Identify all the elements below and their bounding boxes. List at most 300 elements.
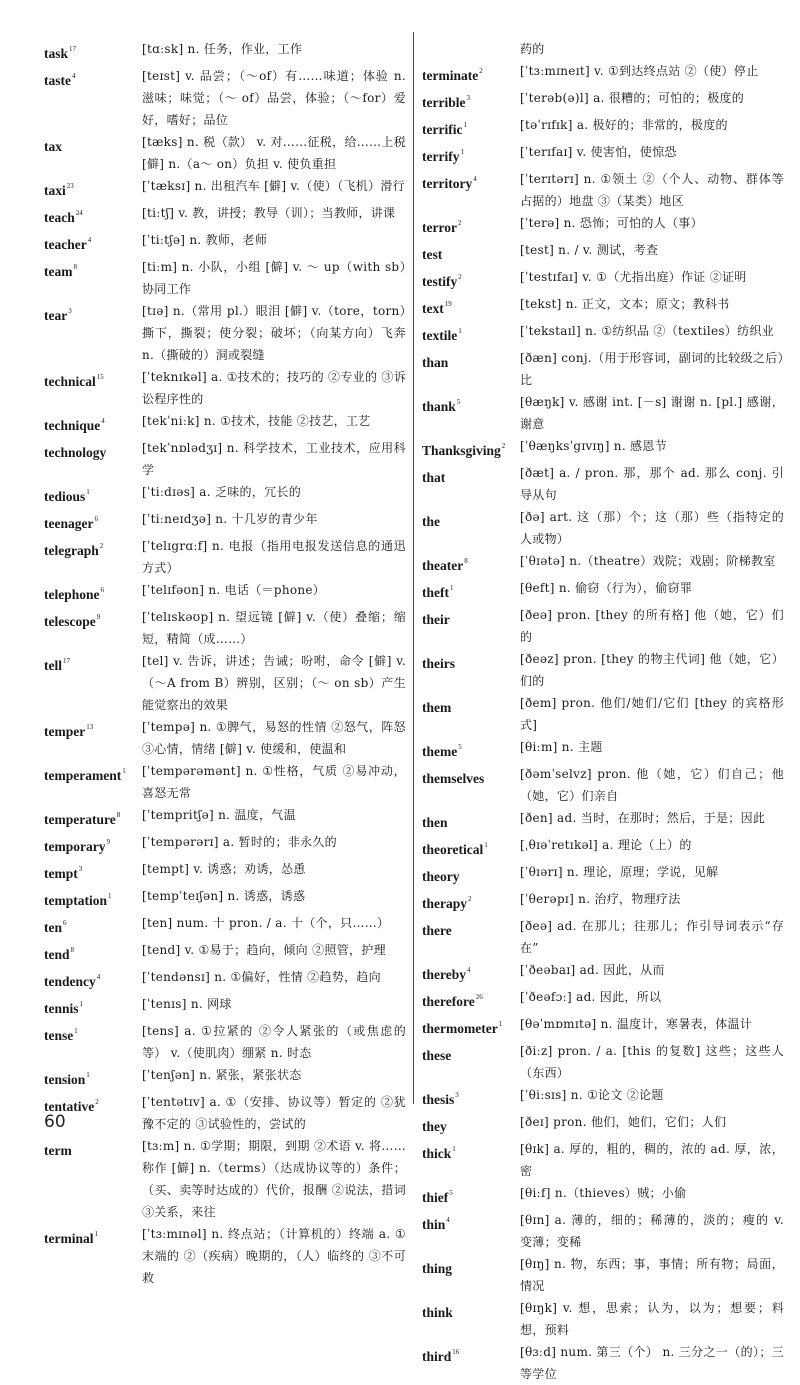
definition: [tekˈnɒlədʒɪ] n. 科学技术，工业技术，应用科学: [142, 441, 406, 477]
definition: [ðem] pron. 他们/她们/它们 [they 的宾格形式]: [520, 696, 784, 732]
headword-text: tendency: [44, 974, 96, 989]
headword-text: test: [422, 247, 443, 262]
headword-text: thing: [422, 1261, 453, 1276]
definition: [θəˈmɒmɪtə] n. 温度计，寒暑表，体温计: [520, 1017, 753, 1031]
headword: [422, 692, 520, 719]
frequency-count: 16: [452, 1348, 460, 1356]
dictionary-entry: [44, 760, 406, 804]
definition: [ðeə] ad. 在那儿；往那儿；作引导词表示“存在”: [520, 919, 784, 955]
frequency-count: 1: [460, 148, 464, 156]
frequency-count: 1: [94, 1230, 98, 1238]
dictionary-entry: [422, 212, 784, 239]
frequency-count: 3: [455, 1091, 459, 1099]
headword: [422, 168, 520, 195]
headword: [422, 320, 520, 347]
headword-text: theft: [422, 585, 449, 600]
headword: [422, 763, 520, 790]
headword: [422, 1297, 520, 1324]
headword-text: then: [422, 815, 448, 830]
definition: [ˈtekstaɪl] n. ①纺织品 ②（textiles）纺织业: [520, 324, 775, 338]
frequency-count: 1: [498, 1020, 503, 1028]
headword-text: technical: [44, 374, 96, 389]
frequency-count: 6: [100, 586, 104, 594]
frequency-count: 1: [108, 892, 112, 900]
definition: [θɪŋ] n. 物，东西；事，事情；所有物；局面，情况: [520, 1257, 784, 1293]
definition: [ˈtendənsɪ] n. ①偏好，性情 ②趋势，趋向: [142, 970, 381, 984]
dictionary-entry: [44, 131, 406, 175]
dictionary-entry: [44, 831, 406, 858]
definition: [ðeə] pron. [they 的所有格] 他（她，它）们的: [520, 608, 784, 644]
dictionary-entry: [422, 577, 784, 604]
dictionary-entry: [422, 834, 784, 861]
frequency-count: 23: [66, 182, 74, 190]
headword-text: tend: [44, 947, 70, 962]
definition: [tæks] n. 税（款） v. 对……征税，给……上税 [僻] n.（a～ on）负担 v. 使负重担: [142, 135, 406, 171]
headword: [44, 606, 142, 633]
definition: [tempt] v. 诱惑；劝诱，怂恿: [142, 862, 306, 876]
headword-text: ten: [44, 920, 62, 935]
headword-text: telephone: [44, 587, 100, 602]
frequency-count: 15: [96, 373, 104, 381]
headword: [422, 391, 520, 418]
frequency-count: 17: [63, 657, 70, 665]
headword-text: terrific: [422, 122, 463, 137]
frequency-count: 9: [106, 838, 110, 846]
dictionary-entry: [44, 366, 406, 410]
headword: [422, 959, 520, 986]
headword: [44, 760, 142, 787]
dictionary-entry: [44, 256, 406, 300]
headword: [44, 366, 142, 393]
dictionary-entry: [44, 858, 406, 885]
headword: [422, 834, 520, 861]
definition: [ˈtɜːmɪnəl] n. 终点站；（计算机的）终端 a. ①末端的 ②（疾病）晚期的，（人）临终的 ③不可救: [142, 1227, 406, 1285]
dictionary-entry: [44, 481, 406, 508]
page-number: 60: [44, 1112, 66, 1132]
column-divider: [413, 32, 414, 1104]
definition: [ˌθɪəˈretɪkəl] a. 理论（上）的: [520, 838, 692, 852]
dictionary-entry: [422, 506, 784, 550]
headword: [422, 915, 520, 942]
frequency-count: 4: [72, 72, 76, 80]
headword: [422, 435, 520, 462]
headword-text: terrible: [422, 95, 466, 110]
dictionary-entry: [422, 959, 784, 986]
headword-text: than: [422, 355, 449, 370]
headword-text: territory: [422, 176, 473, 191]
definition: [θɪn] a. 薄的，细的；稀薄的，淡的；瘦的 v. 变薄；变稀: [520, 1213, 784, 1249]
dictionary-entry: [44, 993, 406, 1020]
dictionary-entry: [422, 320, 784, 347]
definition: [ˈterɪfaɪ] v. 使害怕，使惊恐: [520, 145, 677, 159]
frequency-count: 1: [458, 327, 462, 335]
frequency-count: 1: [463, 121, 467, 129]
definition: [tiːtʃ] v. 教，讲授；教导（训）；当教师，讲课: [142, 206, 396, 220]
headword-text: thief: [422, 1190, 449, 1205]
frequency-count: 19: [444, 300, 452, 308]
dictionary-entry: [422, 391, 784, 435]
dictionary-entry: [44, 912, 406, 939]
dictionary-entry: [422, 648, 784, 692]
definition: [ˈtempərərɪ] a. 暂时的；非永久的: [142, 835, 337, 849]
headword-text: theater: [422, 558, 464, 573]
definition: [θɪk] a. 厚的，粗的，稠的，浓的 ad. 厚，浓，密: [520, 1142, 784, 1178]
headword-text: textile: [422, 328, 458, 343]
dictionary-entry: [422, 736, 784, 763]
frequency-count: 9: [96, 613, 101, 621]
frequency-count: 17: [69, 45, 77, 53]
headword: [422, 648, 520, 675]
headword: [44, 966, 142, 993]
headword: [44, 300, 142, 327]
frequency-count: 1: [122, 767, 126, 775]
headword-text: theory: [422, 869, 460, 884]
definition: [ðiːz] pron. / a. [this 的复数] 这些；这些人（东西）: [520, 1044, 784, 1080]
headword: [44, 410, 142, 437]
headword: [422, 266, 520, 293]
headword: [44, 912, 142, 939]
dictionary-entry: [422, 1182, 784, 1209]
definition: [ðæt] a. / pron. 那，那个 ad. 那么 conj. 引导从句: [520, 466, 784, 502]
frequency-count: 1: [452, 1145, 456, 1153]
headword: [422, 577, 520, 604]
headword-text: temptation: [44, 893, 107, 908]
frequency-count: 5: [449, 1189, 453, 1197]
definition: [ˈteknɪkəl] a. ①技术的；技巧的 ②专业的 ③诉讼程序性的: [142, 370, 406, 406]
dictionary-entry: [422, 1297, 784, 1341]
headword-text: these: [422, 1048, 452, 1063]
headword-text: tense: [44, 1028, 74, 1043]
definition: [ðeəz] pron. [they 的物主代词] 他（她，它）们的: [520, 652, 784, 688]
definition: [ˈtiːtʃə] n. 教师，老师: [142, 233, 268, 247]
headword: [44, 650, 142, 677]
dictionary-entry: [44, 1064, 406, 1091]
headword-text: text: [422, 301, 444, 316]
definition: [θɪŋk] v. 想，思索；认为，以为；想要；料想，预料: [520, 1301, 784, 1337]
frequency-count: 3: [466, 94, 470, 102]
headword-text: teenager: [44, 516, 94, 531]
frequency-count: 26: [475, 993, 483, 1001]
frequency-count: 2: [468, 895, 472, 903]
headword-text: testify: [422, 274, 458, 289]
headword: [422, 736, 520, 763]
headword-text: thereby: [422, 967, 466, 982]
headword-text: tempt: [44, 866, 78, 881]
frequency-count: 5: [456, 398, 461, 406]
dictionary-entry: [422, 550, 784, 577]
headword: [44, 38, 142, 65]
definition: [tekˈniːk] n. ①技术，技能 ②技艺，工艺: [142, 414, 371, 428]
definition: [θæŋk] v. 感谢 int. [－s] 谢谢 n. [pl.] 感谢，谢意: [520, 395, 784, 431]
headword-text: thin: [422, 1217, 446, 1232]
headword-text: their: [422, 612, 450, 627]
headword: [44, 1223, 142, 1250]
headword-text: terminal: [44, 1231, 94, 1246]
frequency-count: 8: [70, 946, 75, 954]
definition: [θeft] n. 偷窃（行为），偷窃罪: [520, 581, 693, 595]
definition: [tempˈteɪʃən] n. 诱惑，诱惑: [142, 889, 306, 903]
dictionary-entry: [422, 888, 784, 915]
definition: [ˈtenʃən] n. 紧张，紧张状态: [142, 1068, 302, 1082]
headword: [422, 550, 520, 577]
definition: [tekst] n. 正文，文本；原文；教科书: [520, 297, 730, 311]
dictionary-entry: [44, 65, 406, 131]
headword-text: third: [422, 1349, 452, 1364]
headword-text: Thanksgiving: [422, 443, 501, 458]
headword-text: temperature: [44, 812, 116, 827]
dictionary-entry: [422, 763, 784, 807]
dictionary-entry: [422, 1040, 784, 1084]
frequency-count: 4: [473, 175, 477, 183]
continuation-text: 药的: [520, 42, 545, 56]
headword-text: that: [422, 470, 446, 485]
dictionary-entry: [422, 915, 784, 959]
dictionary-entry: [422, 462, 784, 506]
dictionary-entry: [422, 1138, 784, 1182]
headword: [44, 993, 142, 1020]
headword-text: theirs: [422, 656, 455, 671]
headword: [44, 535, 142, 562]
dictionary-entry: [422, 861, 784, 888]
dictionary-entry: [422, 141, 784, 168]
definition: [ˈtempə] n. ①脾气，易怒的性情 ②怒气，阵怒 ③心情，情绪 [僻] v. 使缓和，使温和: [142, 720, 406, 756]
headword-text: therapy: [422, 896, 467, 911]
headword-text: temperament: [44, 768, 122, 783]
headword-text: think: [422, 1305, 453, 1320]
frequency-count: 4: [467, 966, 471, 974]
definition: [ˈtentətɪv] a. ①（安排、协议等）暂定的 ②犹豫不定的 ③试验性的，尝试的: [142, 1095, 406, 1131]
headword-text: therefore: [422, 994, 475, 1009]
dictionary-entry: [422, 1209, 784, 1253]
headword: [44, 579, 142, 606]
dictionary-entry: [422, 986, 784, 1013]
definition: [ðə] art. 这（那）个；这（那）些（指特定的人或物）: [520, 510, 784, 546]
frequency-count: 2: [457, 219, 462, 227]
dictionary-entry: [422, 114, 784, 141]
headword-text: tension: [44, 1072, 86, 1087]
definition: [ˈtempərəmənt] n. ①性格，气质 ②易冲动，喜怒无常: [142, 764, 406, 800]
definition: [tɜːm] n. ①学期；期限，到期 ②术语 v. 将……称作 [僻] n.（terms）（达成协议等的）条件；（买、卖等时达成的）代价，报酬 ②说法，措词 ③关系，来往: [142, 1139, 406, 1219]
frequency-count: 1: [86, 1071, 90, 1079]
headword: [44, 131, 142, 158]
frequency-count: 3: [68, 307, 72, 315]
dictionary-entry: [422, 1013, 784, 1040]
definition: [ˈtenɪs] n. 网球: [142, 997, 232, 1011]
headword-text: team: [44, 264, 73, 279]
headword: [422, 1209, 520, 1236]
dictionary-entry: [422, 435, 784, 462]
headword-text: themselves: [422, 771, 485, 786]
headword: [44, 716, 142, 743]
headword: [422, 1253, 520, 1280]
headword: [422, 1138, 520, 1165]
definition: [ˈtelɪgrɑːf] n. 电报（指用电报发送信息的通迅方式）: [142, 539, 406, 575]
headword: [422, 506, 520, 533]
definition: [tend] v. ①易于；趋向，倾向 ②照管，护理: [142, 943, 386, 957]
dictionary-entry: [44, 804, 406, 831]
headword: [422, 60, 520, 87]
headword-text: tentative: [44, 1099, 95, 1114]
headword: [422, 293, 520, 320]
headword-text: technique: [44, 418, 101, 433]
dictionary-entry: [44, 650, 406, 716]
frequency-count: 4: [101, 417, 105, 425]
definition: [tens] a. ①拉紧的 ②令人紧张的（或焦虑的等） v.（使肌肉）绷紧 n. 时态: [142, 1024, 406, 1060]
frequency-count: 8: [73, 263, 77, 271]
dictionary-entry: [44, 202, 406, 229]
definition: [ˈtiːdɪəs] a. 乏味的，冗长的: [142, 485, 302, 499]
definition: [θiːf] n.（thieves）贼；小偷: [520, 1186, 687, 1200]
headword-text: tedious: [44, 489, 86, 504]
frequency-count: 5: [458, 743, 462, 751]
headword-text: thesis: [422, 1092, 455, 1107]
frequency-count: 24: [75, 209, 83, 217]
dictionary-entry: [422, 807, 784, 834]
headword: [44, 939, 142, 966]
definition: [ˈθɪərɪ] n. 理论，原理；学说，见解: [520, 865, 719, 879]
headword-text: thermometer: [422, 1021, 498, 1036]
dictionary-entry: [422, 1084, 784, 1111]
frequency-count: 4: [446, 1216, 450, 1224]
left-column: [44, 38, 406, 1289]
definition: [ˈtɜːmɪneɪt] v. ①到达终点站 ②（使）停止: [520, 64, 759, 78]
frequency-count: 1: [79, 1000, 84, 1008]
definition: [ˈtiːneɪdʒə] n. 十几岁的青少年: [142, 512, 318, 526]
headword: [422, 141, 520, 168]
frequency-count: 6: [94, 515, 98, 523]
headword-text: tell: [44, 658, 62, 673]
frequency-count: 1: [450, 584, 454, 592]
dictionary-entry: [44, 1091, 406, 1135]
headword-text: temporary: [44, 839, 106, 854]
frequency-count: 4: [96, 973, 101, 981]
headword: [44, 1020, 142, 1047]
headword: [422, 1111, 520, 1138]
headword-text: terror: [422, 220, 457, 235]
headword: [44, 175, 142, 202]
dictionary-entry: [44, 966, 406, 993]
definition: [ˈθiːsɪs] n. ①论文 ②论题: [520, 1088, 664, 1102]
definition: [ˈterəb(ə)l] a. 很糟的；可怕的；极度的: [520, 91, 745, 105]
frequency-count: 8: [116, 811, 121, 819]
headword: [422, 1084, 520, 1111]
headword-text: thick: [422, 1146, 452, 1161]
dictionary-entry: [422, 87, 784, 114]
frequency-count: 1: [484, 841, 488, 849]
headword: [422, 1341, 520, 1368]
headword-text: taxi: [44, 183, 66, 198]
headword-text: technology: [44, 445, 107, 460]
frequency-count: 8: [464, 557, 468, 565]
dictionary-entry: [44, 38, 406, 65]
frequency-count: 13: [86, 723, 94, 731]
dictionary-entry: [422, 293, 784, 320]
dictionary-entry: [422, 168, 784, 212]
headword-text: telegraph: [44, 543, 99, 558]
dictionary-entry: [44, 410, 406, 437]
definition: [θiːm] n. 主题: [520, 740, 603, 754]
frequency-count: 2: [99, 542, 104, 550]
definition: [ˈtelɪfəʊn] n. 电话（＝phone）: [142, 583, 326, 597]
dictionary-entry: [422, 1111, 784, 1138]
frequency-count: 3: [78, 865, 83, 873]
frequency-count: 2: [458, 273, 462, 281]
headword: [422, 1182, 520, 1209]
definition: [ˈθɪətə] n.（theatre）戏院；戏剧；阶梯教室: [520, 554, 776, 568]
headword: [422, 212, 520, 239]
headword-text: temper: [44, 724, 86, 739]
frequency-count: 2: [501, 442, 506, 450]
headword: [44, 256, 142, 283]
headword-text: terrify: [422, 149, 460, 164]
headword: [422, 1013, 520, 1040]
definition: [ðəmˈselvz] pron. 他（她，它）们自己；他（她，它）们亲自: [520, 767, 784, 803]
dictionary-entry: [44, 885, 406, 912]
headword: [422, 114, 520, 141]
dictionary-entry: [44, 1223, 406, 1289]
definition: [ˈðeəfɔː] ad. 因此，所以: [520, 990, 662, 1004]
dictionary-entry: [422, 60, 784, 87]
definition: [ˈθæŋksˈgɪvɪŋ] n. 感恩节: [520, 439, 667, 453]
headword-text: the: [422, 514, 440, 529]
headword-text: tennis: [44, 1001, 79, 1016]
definition: [ˈterə] n. 恐怖；可怕的人（事）: [520, 216, 703, 230]
definition: [ˈtestɪfaɪ] v. ①（尤指出庭）作证 ②证明: [520, 270, 747, 284]
headword: [422, 888, 520, 915]
dictionary-entry: [44, 175, 406, 202]
dictionary-entry: [422, 239, 784, 266]
definition: [test] n. / v. 测试，考查: [520, 243, 659, 257]
definition: [ˈtæksɪ] n. 出租汽车 [僻] v.（使）（飞机）滑行: [142, 179, 405, 193]
headword: [422, 347, 520, 374]
dictionary-entry: [44, 939, 406, 966]
dictionary-entry: [44, 716, 406, 760]
headword-text: term: [44, 1143, 72, 1158]
definition: [θɜːd] num. 第三（个） n. 三分之一（的）；三等学位: [520, 1345, 784, 1381]
headword: [44, 804, 142, 831]
dictionary-entry: [44, 535, 406, 579]
definition: [ten] num. 十 pron. / a. 十（个，只……）: [142, 916, 390, 930]
right-column: [422, 38, 784, 1385]
headword-text: they: [422, 1119, 447, 1134]
headword: [422, 986, 520, 1013]
headword-text: tax: [44, 139, 62, 154]
headword: [44, 508, 142, 535]
definition: [ðæn] conj.（用于形容词，副词的比较级之后）比: [520, 351, 784, 387]
headword: [422, 604, 520, 631]
headword-text: thank: [422, 399, 456, 414]
frequency-count: 2: [95, 1098, 99, 1106]
headword: [44, 229, 142, 256]
dictionary-entry: [422, 1341, 784, 1385]
dictionary-entry: [44, 1020, 406, 1064]
headword: [422, 807, 520, 834]
frequency-count: 4: [87, 236, 92, 244]
dictionary-entry: [422, 692, 784, 736]
dictionary-entry: [44, 606, 406, 650]
definition: [ˈterɪtərɪ] n. ①领土 ②（个人、动物、群体等占据的）地盘 ③（某类）地区: [520, 172, 784, 208]
dictionary-entry: [422, 347, 784, 391]
headword-text: there: [422, 923, 452, 938]
definition: [tɪə] n.（常用 pl.）眼泪 [僻] v.（tore，torn）撕下，撕裂；使分裂；破坏；（向某方向）飞奔 n.（撕破的）洞或裂缝: [142, 304, 406, 362]
headword: [44, 202, 142, 229]
definition: [teɪst] v. 品尝；（～of）有……味道；体验 n. 滋味；味觉；（～ of）品尝，体验；（～for）爱好，嗜好；品位: [142, 69, 406, 127]
headword: [422, 462, 520, 489]
headword-text: terminate: [422, 68, 479, 83]
headword: [44, 858, 142, 885]
definition: [tiːm] n. 小队，小组 [僻] v. ～ up（with sb）协同工作: [142, 260, 406, 296]
headword: [422, 239, 520, 266]
